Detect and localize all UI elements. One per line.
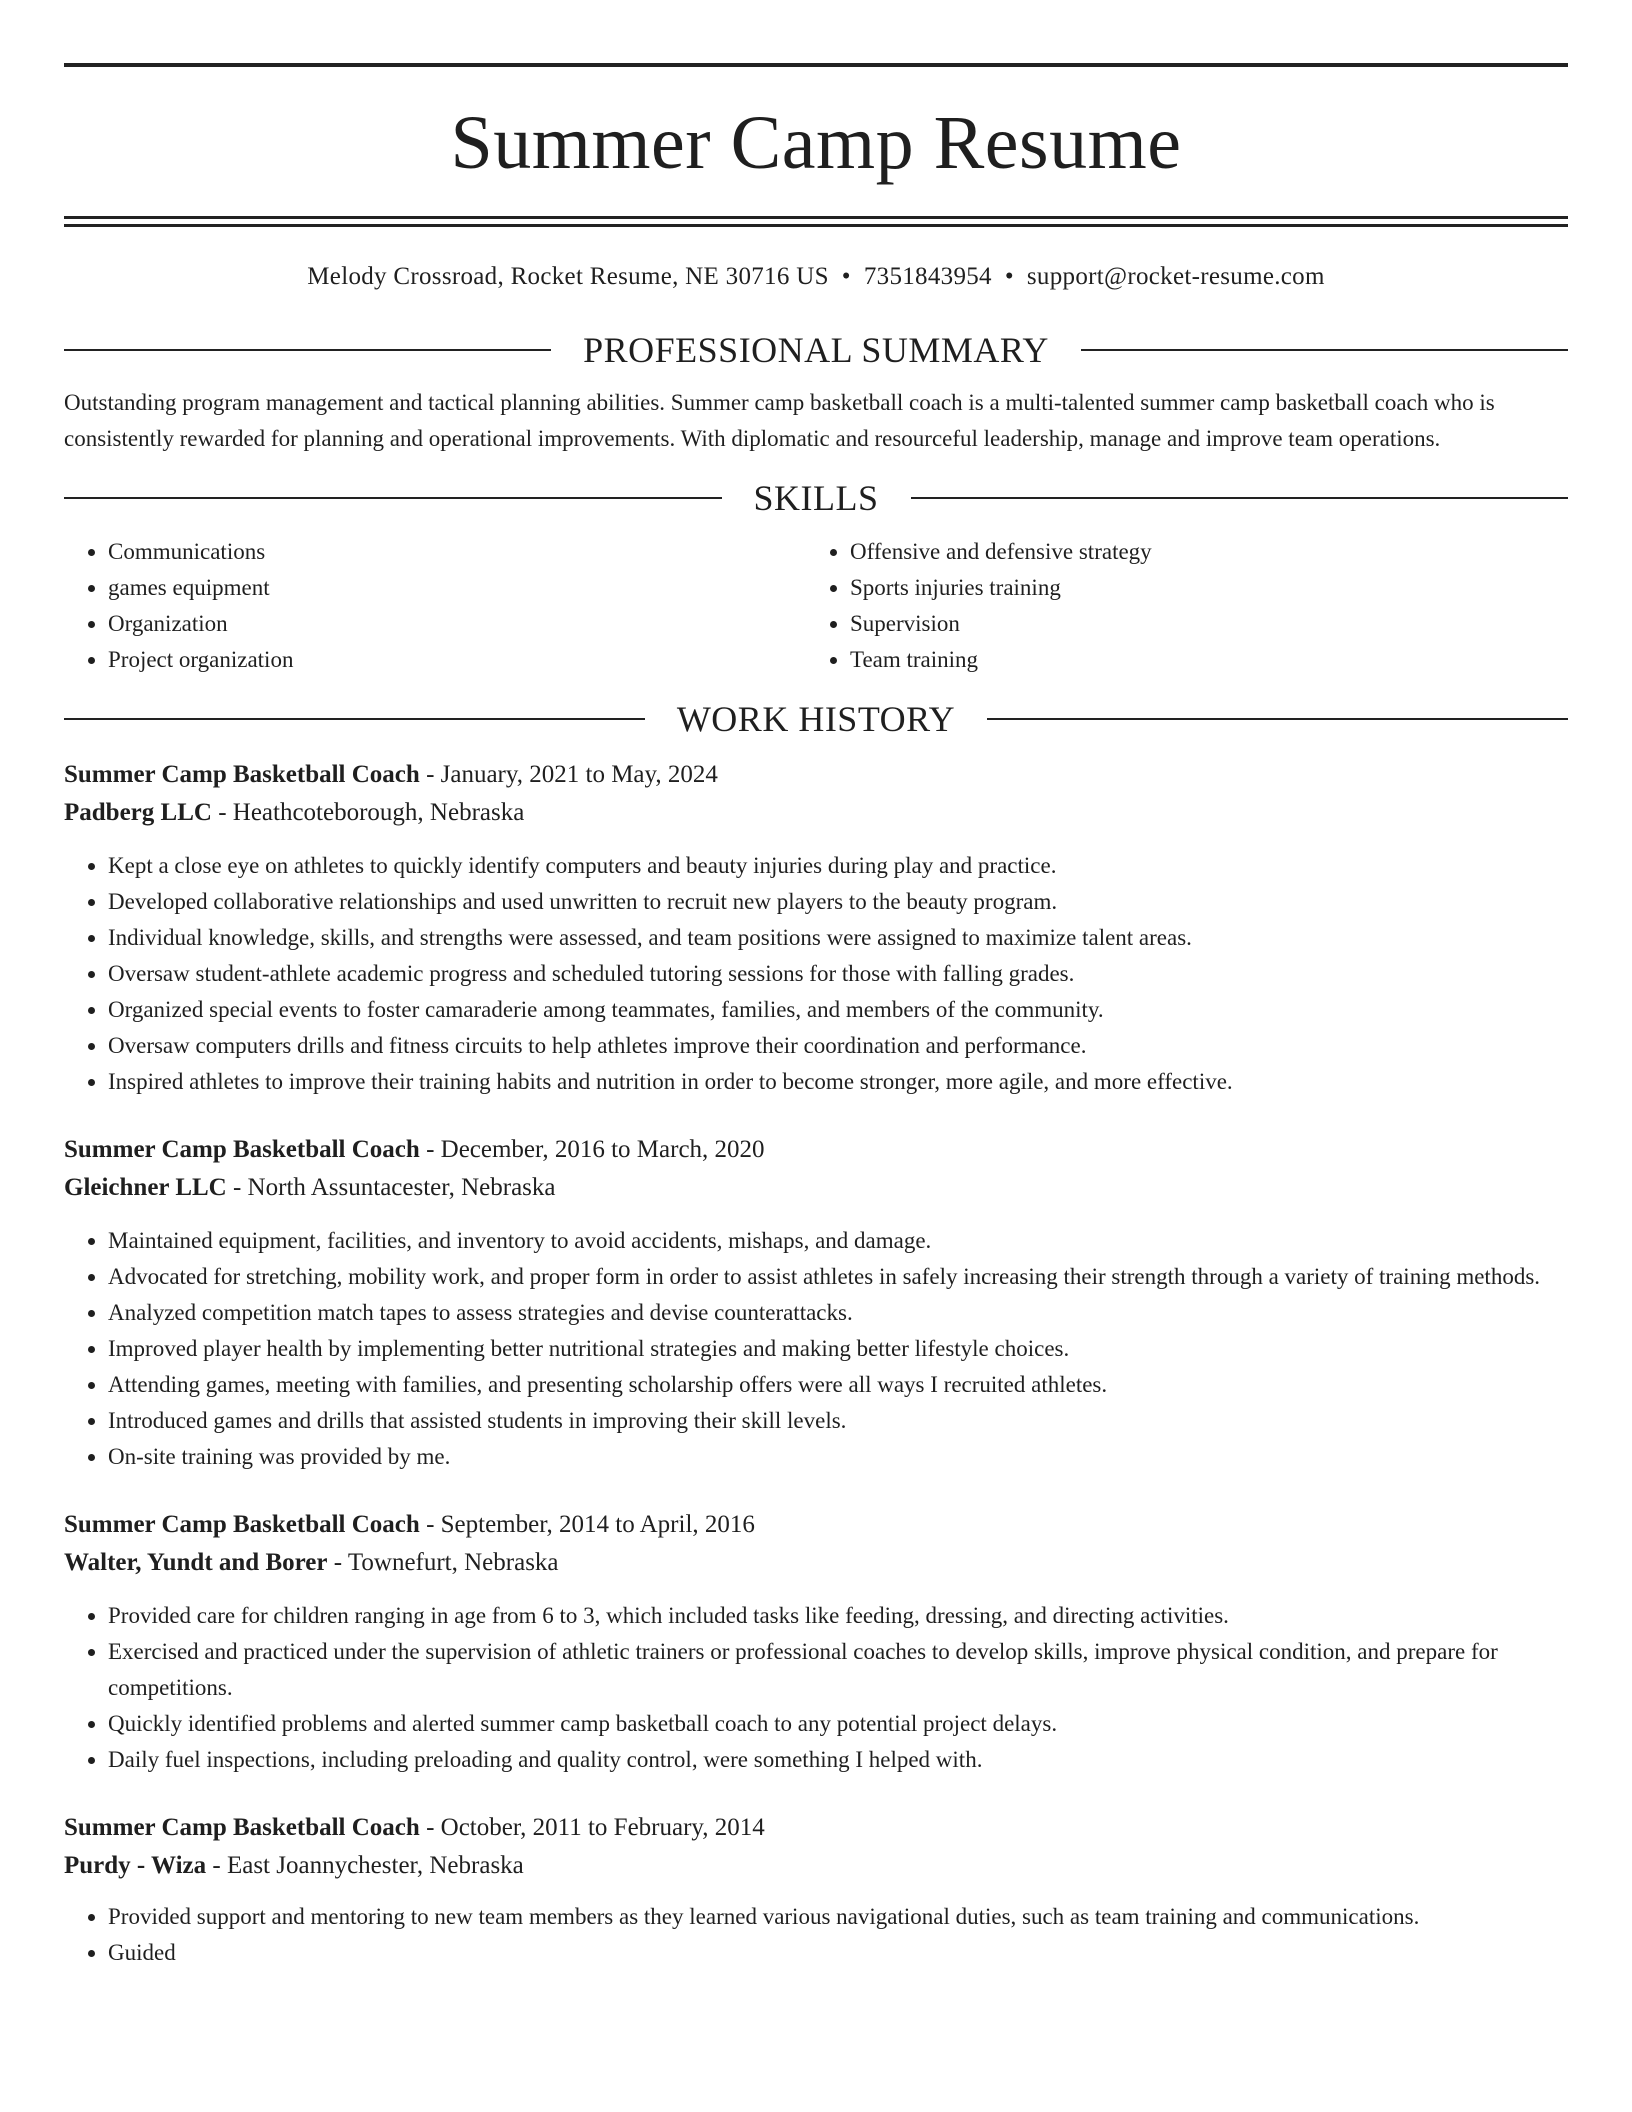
job-company: Walter, Yundt and Borer [64,1549,328,1576]
duty-item: • Introduced games and drills that assisted students in improving their skill levels. [108,1403,1568,1439]
divider-line [64,718,645,720]
job-company-line [64,1169,1568,1207]
summary-text: Outstanding program management and tactical planning abilities. Summer camp basketball coach is a multi-talented summer camp basketball coach who is consistently rewarded for planning and operational improvements. With diplomatic and resourceful leadership, manage and improve team operations. [64,390,1495,451]
title-double-rule [64,216,1568,227]
duty-item: • Provided care for children ranging in age from 6 to 3, which included tasks like feeding, dressing, and directing activities. [108,1598,1568,1634]
job-role: Summer Camp Basketball Coach [64,1814,420,1841]
duty-item: • Developed collaborative relationships and used unwritten to recruit new players to the beauty program. [108,884,1568,920]
duty-item: • Oversaw student-athlete academic progress and scheduled tutoring sessions for those with falling grades. [108,956,1568,992]
duty-item: • Provided support and mentoring to new team members as they learned various navigational duties, such as team training and communications. [108,1899,1568,1935]
section-title: SKILLS [753,478,879,518]
duty-item: • Oversaw computers drills and fitness circuits to help athletes improve their coordination and performance. [108,1028,1568,1064]
skills-column-right [806,534,1548,678]
job-title-line [64,1131,1568,1169]
job-location: - North Assuntacester, Nebraska [226,1174,556,1201]
contact-address: Melody Crossroad, Rocket Resume, NE 30716 US [307,263,829,290]
resume-title: Summer Camp Resume [450,101,1182,185]
contact-separator: • [841,263,851,290]
duty-item: • Quickly identified problems and alerted summer camp basketball coach to any potential project delays. [108,1706,1568,1742]
job-entry [64,1809,1568,1971]
skill-item: • Communications [108,534,806,570]
skill-item: • Project organization [108,642,806,678]
duty-item: • Analyzed competition match tapes to assess strategies and devise counterattacks. [108,1295,1568,1331]
duty-item: • Improved player health by implementing better nutritional strategies and making better lifestyle choices. [108,1331,1568,1367]
duty-item: • Attending games, meeting with families, and presenting scholarship offers were all ways I recruited athletes. [108,1367,1568,1403]
skills-heading [64,475,1568,521]
divider-line [64,497,722,499]
job-location: - East Joannychester, Nebraska [206,1852,524,1879]
divider-line [911,497,1569,499]
duty-item: • Exercised and practiced under the supervision of athletic trainers or professional coaches to develop skills, improve physical condition, and prepare for competitions. [108,1634,1568,1706]
job-duties [64,848,1568,1100]
skills-list [64,534,1568,678]
skill-item: • Supervision [850,606,1548,642]
job-entry [64,1131,1568,1475]
divider-line [1081,349,1568,351]
job-dates: - September, 2014 to April, 2016 [419,1511,755,1538]
job-duties [64,1223,1568,1475]
skill-item: • Team training [850,642,1548,678]
job-company-line [64,1544,1568,1582]
skill-item: • games equipment [108,570,806,606]
resume-page [64,0,1568,1971]
job-title-line [64,756,1568,794]
job-dates: - October, 2011 to February, 2014 [419,1814,765,1841]
job-entry [64,756,1568,1100]
divider-line [64,349,551,351]
duty-item: • Maintained equipment, facilities, and inventory to avoid accidents, mishaps, and damage. [108,1223,1568,1259]
duty-item: • Daily fuel inspections, including preloading and quality control, were something I helped with. [108,1742,1568,1778]
skill-item: • Organization [108,606,806,642]
duty-item: • Inspired athletes to improve their training habits and nutrition in order to become stronger, more agile, and more effective. [108,1064,1568,1100]
divider-line [987,718,1568,720]
contact-separator: • [1004,263,1014,290]
job-location: - Heathcoteborough, Nebraska [211,799,525,826]
work-heading [64,696,1568,742]
skills-column-left [64,534,806,678]
job-role: Summer Camp Basketball Coach [64,1511,420,1538]
job-dates: - December, 2016 to March, 2020 [419,1136,765,1163]
contact-email: support@rocket-resume.com [1026,263,1325,290]
job-role: Summer Camp Basketball Coach [64,1136,420,1163]
duty-item: • Kept a close eye on athletes to quickly identify computers and beauty injuries during play and practice. [108,848,1568,884]
summary-heading [64,327,1568,373]
job-company: Padberg LLC [64,799,212,826]
job-entry [64,1506,1568,1778]
duty-item: • Organized special events to foster camaraderie among teammates, families, and members of the community. [108,992,1568,1028]
duty-item: • Advocated for stretching, mobility work, and proper form in order to assist athletes in safely increasing their strength through a variety of training methods. [108,1259,1568,1295]
job-duties [64,1899,1568,1971]
job-company: Purdy - Wiza [64,1852,207,1879]
top-rule [64,63,1568,67]
job-location: - Townefurt, Nebraska [327,1549,559,1576]
section-title: WORK HISTORY [676,699,956,739]
job-dates: - January, 2021 to May, 2024 [419,761,718,788]
job-company-line [64,794,1568,832]
job-title-line [64,1809,1568,1847]
job-role: Summer Camp Basketball Coach [64,761,420,788]
skill-item: • Offensive and defensive strategy [850,534,1548,570]
job-company-line [64,1847,1568,1885]
job-duties [64,1598,1568,1778]
section-title: PROFESSIONAL SUMMARY [583,330,1049,370]
job-company: Gleichner LLC [64,1174,227,1201]
job-title-line [64,1506,1568,1544]
duty-item: • Individual knowledge, skills, and strengths were assessed, and team positions were assigned to maximize talent areas. [108,920,1568,956]
duty-item: • On-site training was provided by me. [108,1439,1568,1475]
contact-phone: 7351843954 [863,263,992,290]
duty-item: • Guided [108,1935,1568,1971]
contact-line [64,262,1568,292]
skill-item: • Sports injuries training [850,570,1548,606]
